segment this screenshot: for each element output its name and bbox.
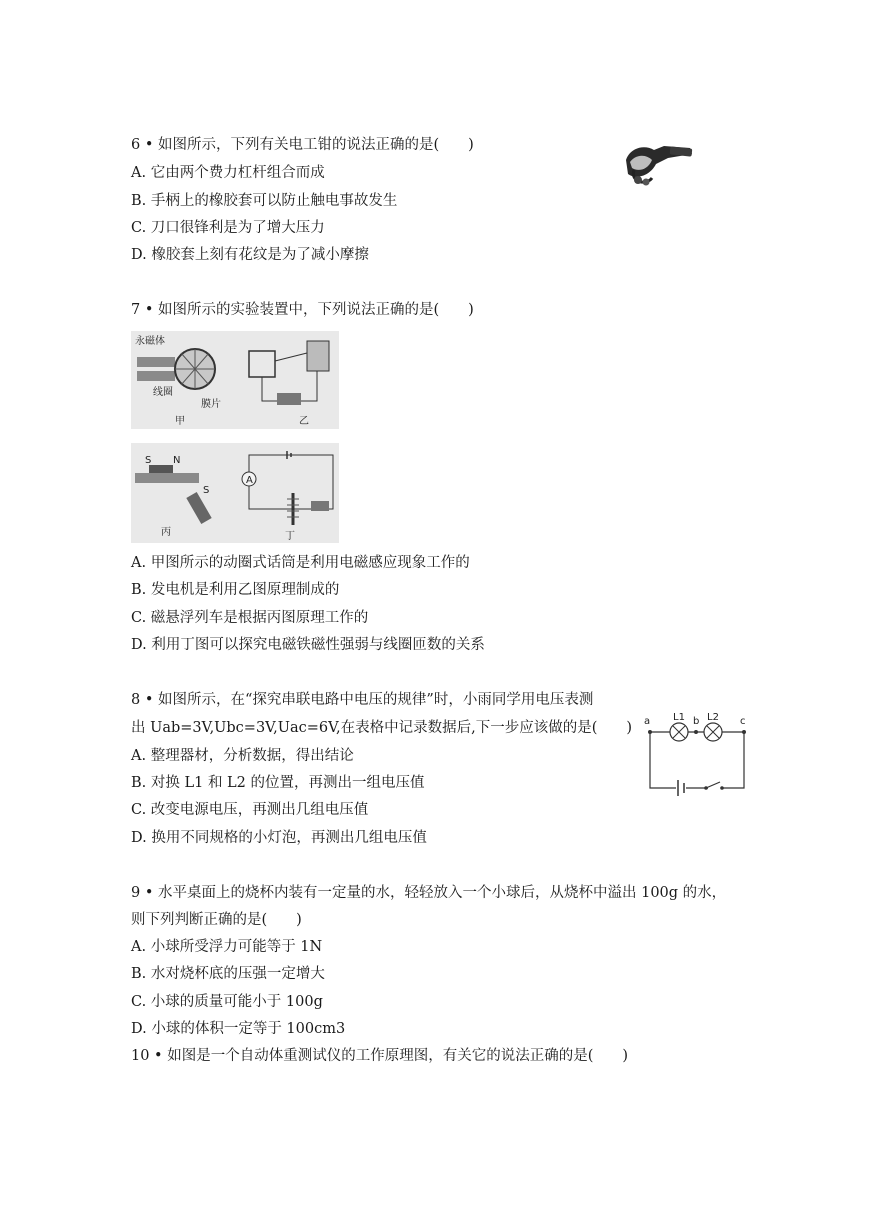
q7-option-d: D. 利用丁图可以探究电磁铁磁性强弱与线圈匝数的关系 <box>131 637 485 653</box>
q6-stem: 6 • 如图所示，下列有关电工钳的说法正确的是( ) <box>131 137 474 153</box>
circuit-label-l2: L2 <box>707 712 719 723</box>
series-circuit-figure <box>640 712 756 798</box>
circuit-label-a: a <box>644 716 651 727</box>
label-ding-ammeter: A <box>246 475 253 486</box>
q9-stem-line2: 则下列判断正确的是( ) <box>131 912 302 928</box>
label-jia: 甲 <box>175 416 185 427</box>
q8-option-c: C. 改变电源电压，再测出几组电压值 <box>131 802 369 818</box>
label-coil: 线圈 <box>153 387 173 398</box>
q8-option-a: A. 整理器材，分析数据，得出结论 <box>131 748 354 764</box>
q9-stem-line1: 9 • 水平桌面上的烧杯内装有一定量的水，轻轻放入一个小球后，从烧杯中溢出 100g 的水， <box>131 885 727 901</box>
q7-figure-top <box>131 331 339 429</box>
pliers-figure <box>616 136 700 190</box>
q8-option-d: D. 换用不同规格的小灯泡，再测出几组电压值 <box>131 830 427 846</box>
circuit-label-l1: L1 <box>673 712 685 723</box>
q7-option-b: B. 发电机是利用乙图原理制成的 <box>131 582 340 598</box>
q7-option-c: C. 磁悬浮列车是根据丙图原理工作的 <box>131 610 369 626</box>
q9-option-b: B. 水对烧杯底的压强一定增大 <box>131 966 325 982</box>
q9-option-a: A. 小球所受浮力可能等于 1N <box>131 939 323 955</box>
label-yi: 乙 <box>299 416 309 427</box>
label-bing-s2: S <box>203 485 210 496</box>
q7-stem: 7 • 如图所示的实验装置中，下列说法正确的是( ) <box>131 302 474 318</box>
q7-option-a: A. 甲图所示的动圈式话筒是利用电磁感应现象工作的 <box>131 555 470 571</box>
circuit-label-c: c <box>740 716 746 727</box>
q8-option-b: B. 对换 L1 和 L2 的位置，再测出一组电压值 <box>131 775 425 791</box>
q6-option-d: D. 橡胶套上刻有花纹是为了减小摩擦 <box>131 247 369 263</box>
q6-option-b: B. 手柄上的橡胶套可以防止触电事故发生 <box>131 193 398 209</box>
label-membrane: 膜片 <box>201 399 221 410</box>
q10-stem: 10 • 如图是一个自动体重测试仪的工作原理图，有关它的说法正确的是( ) <box>131 1048 629 1064</box>
label-bing-s: S <box>145 455 152 466</box>
q8-stem-line1: 8 • 如图所示，在“探究串联电路中电压的规律”时，小雨同学用电压表测 <box>131 692 594 708</box>
circuit-label-b: b <box>693 716 700 727</box>
label-bing: 丙 <box>161 527 171 538</box>
q9-option-c: C. 小球的质量可能小于 100g <box>131 994 323 1010</box>
q8-stem-line2: 出 Uab=3V,Ubc=3V,Uac=6V,在表格中记录数据后,下一步应该做的是( ) <box>131 720 633 736</box>
label-magnet: 永磁体 <box>135 336 165 347</box>
q9-option-d: D. 小球的体积一定等于 100cm3 <box>131 1021 346 1037</box>
q7-figure-bottom <box>131 443 339 543</box>
q6-option-c: C. 刀口很锋利是为了增大压力 <box>131 220 325 236</box>
label-ding: 丁 <box>285 531 295 542</box>
label-bing-n: N <box>173 455 181 466</box>
q6-option-a: A. 它由两个费力杠杆组合而成 <box>131 165 325 181</box>
